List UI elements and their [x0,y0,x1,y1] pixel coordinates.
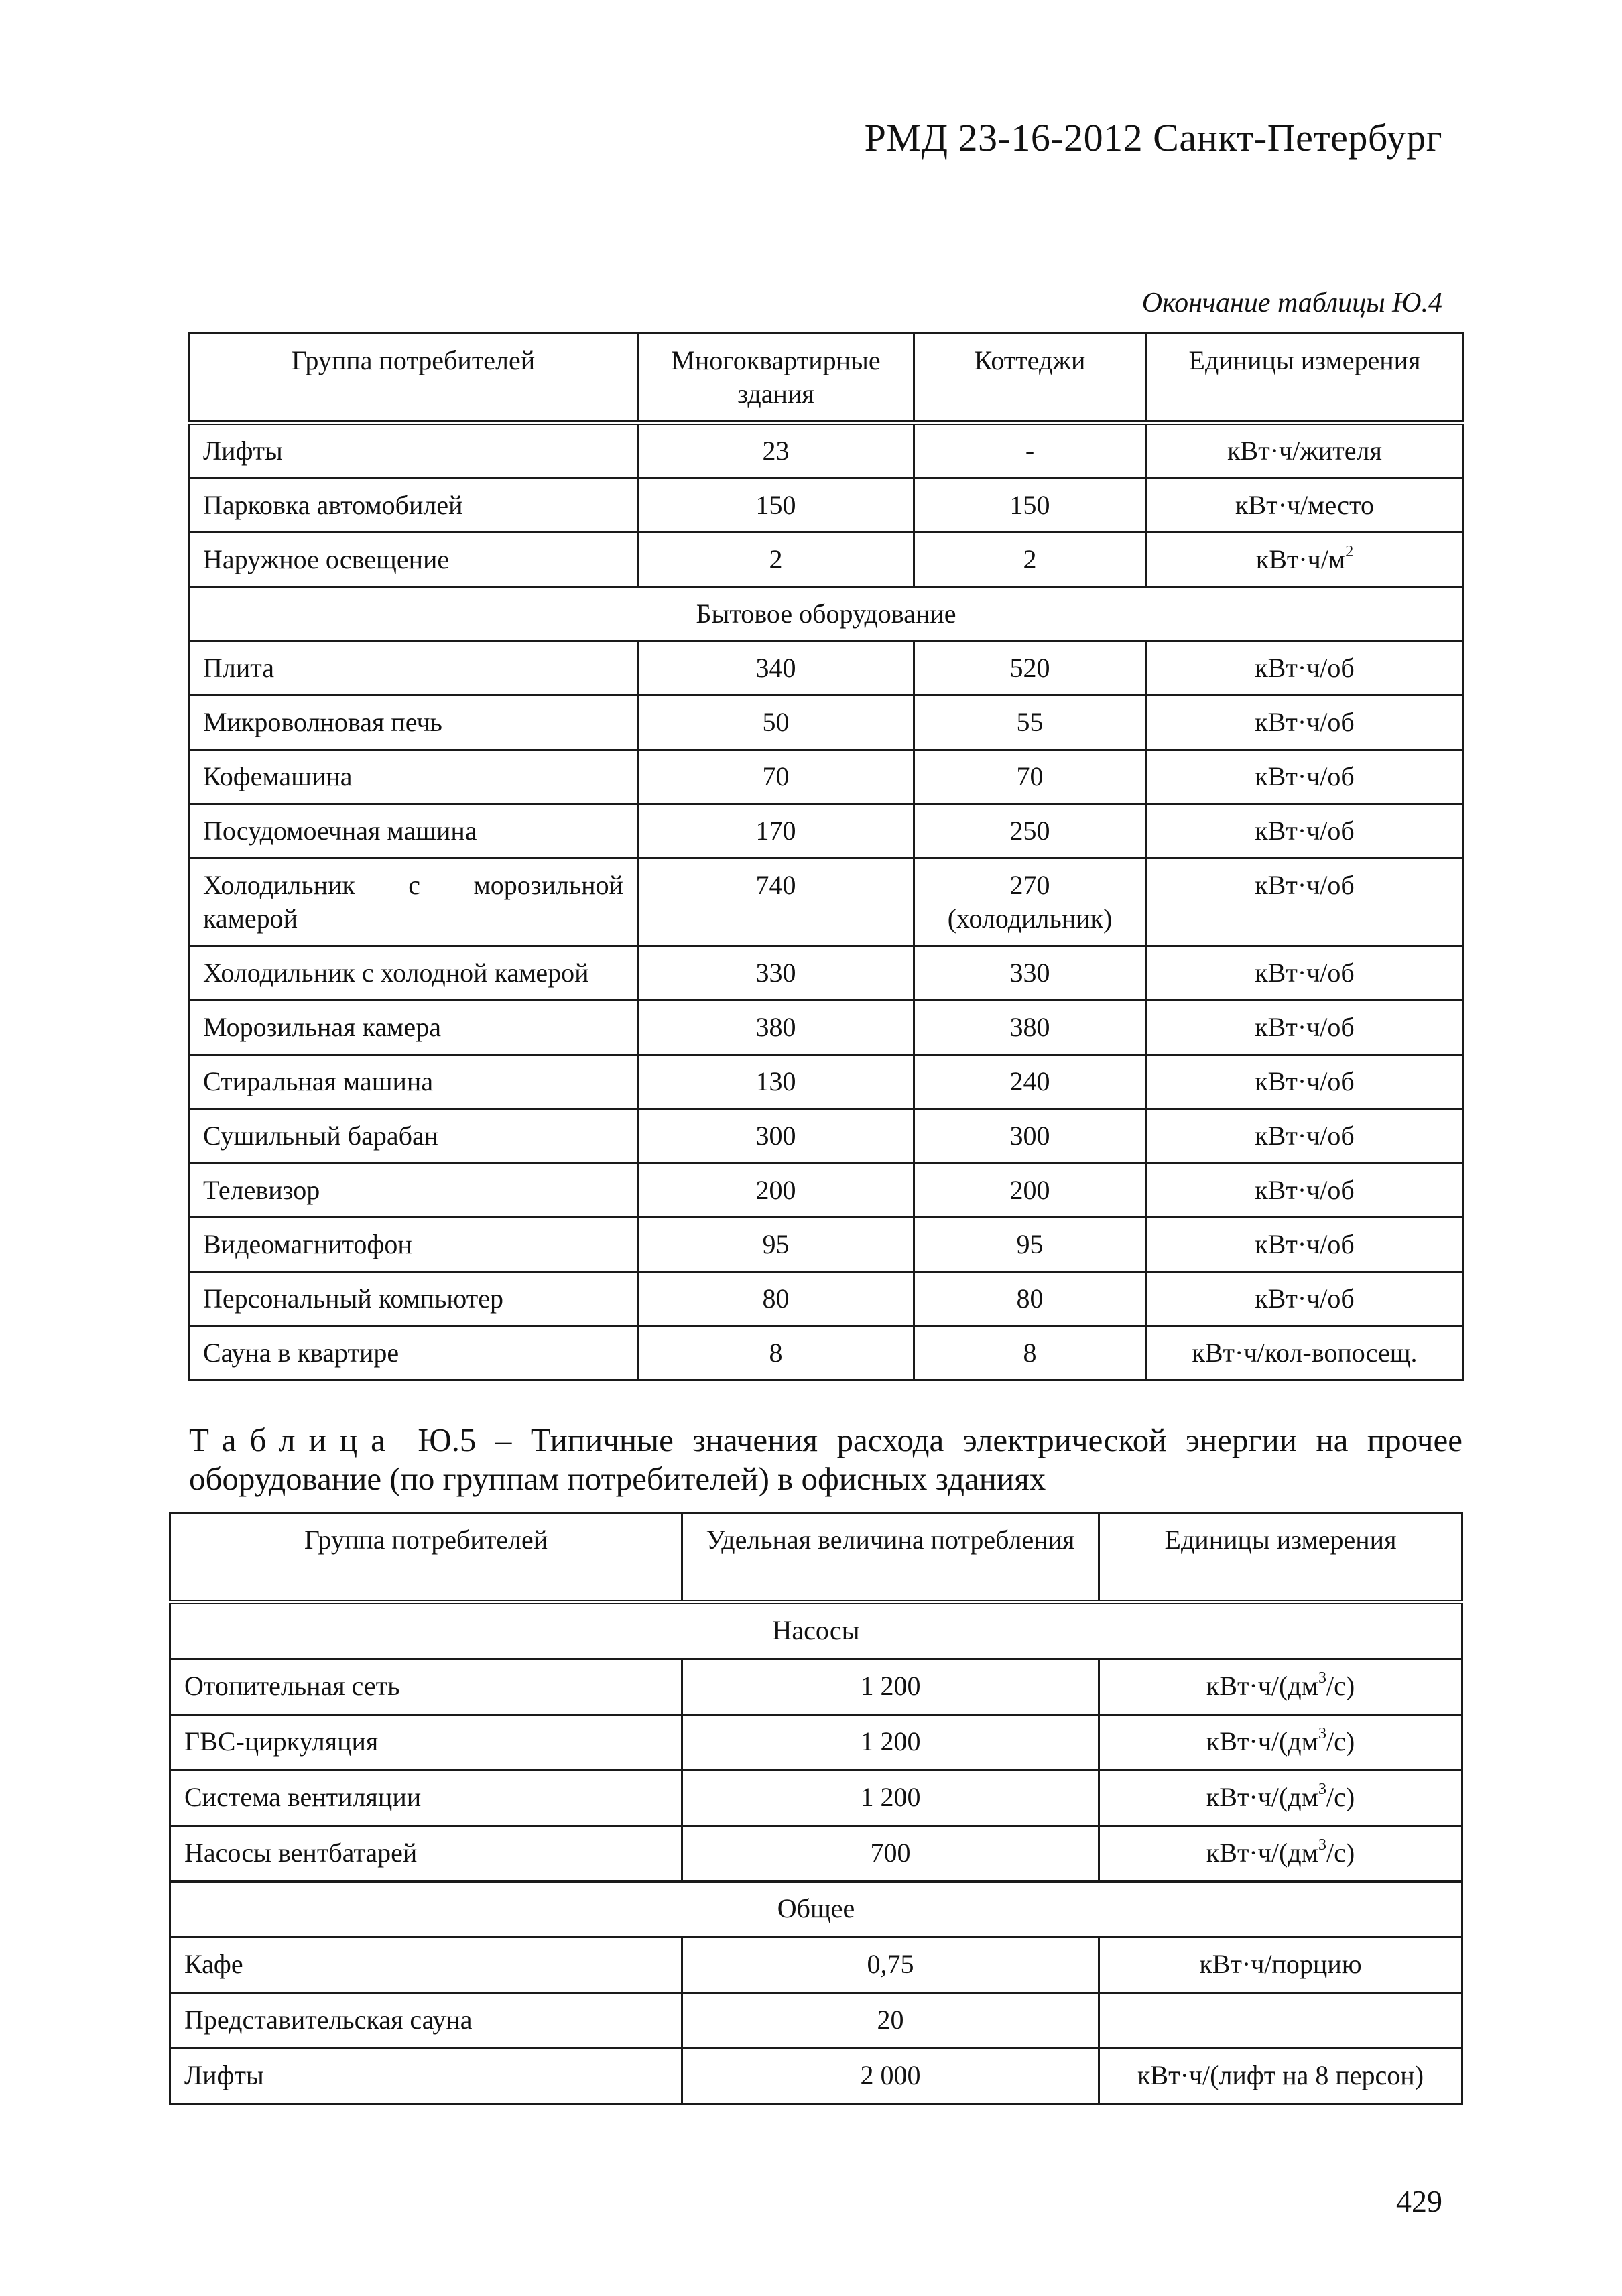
column-header: Группа потребителей [189,334,638,423]
cottage-value: 380 [914,1001,1146,1055]
consumer-name: Наружное освещение [189,533,638,587]
page-number: 429 [1396,2184,1442,2218]
apartment-value: 200 [638,1163,914,1218]
unit-superscript: 3 [1318,1724,1326,1742]
cottage-value: 80 [914,1272,1146,1326]
unit-text-tail: /с) [1326,1726,1355,1757]
table-yu5 [169,1512,1463,2105]
unit: кВт·ч/об [1146,1055,1464,1109]
table-row [189,1218,1464,1272]
cottage-value: - [914,423,1146,479]
unit-superscript: 3 [1318,1836,1326,1854]
cottage-value: 240 [914,1055,1146,1109]
consumption-value: 1 200 [682,1659,1099,1715]
cottage-value: 70 [914,750,1146,804]
consumer-name: Морозильная камера [189,1001,638,1055]
group-label: Насосы [170,1602,1462,1659]
apartment-value: 130 [638,1055,914,1109]
cottage-value [914,858,1146,946]
consumer-name: ГВС-циркуляция [170,1715,682,1771]
cottage-value-number: 270 [1009,870,1050,900]
unit: кВт·ч/кол-вопосещ. [1146,1326,1464,1381]
cottage-value: 250 [914,804,1146,858]
unit: кВт·ч/об [1146,858,1464,946]
caption-text: Ю.5 – Типичные значения расхода электрической энергии на прочее оборудование (по группам потребителей) в офисных зданиях [189,1421,1462,1497]
column-header: Группа потребителей [170,1513,682,1602]
unit: кВт·ч/об [1146,1272,1464,1326]
consumer-name: Кафе [170,1937,682,1993]
unit: кВт·ч/об [1146,1109,1464,1163]
table-row [189,533,1464,587]
unit: кВт·ч/об [1146,750,1464,804]
unit-text: кВт·ч/м [1255,544,1346,574]
consumer-name: Телевизор [189,1163,638,1218]
unit: кВт·ч/об [1146,1001,1464,1055]
apartment-value: 95 [638,1218,914,1272]
consumer-name: Система вентиляции [170,1771,682,1826]
unit-superscript: 3 [1318,1780,1326,1798]
consumer-name: Сауна в квартире [189,1326,638,1381]
table-row [189,696,1464,750]
unit: кВт·ч/об [1146,946,1464,1001]
consumption-value: 1 200 [682,1715,1099,1771]
table-row [189,1326,1464,1381]
unit: кВт·ч/(лифт на 8 персон) [1099,2049,1462,2104]
table-row [189,423,1464,479]
table-row [170,1993,1462,2049]
cottage-value: 300 [914,1109,1146,1163]
consumer-name: Холодильник с морозильной камерой [189,858,638,946]
table-row [189,804,1464,858]
table-row [189,858,1464,946]
unit [1099,1771,1462,1826]
table-row [189,1055,1464,1109]
consumer-name: Отопительная сеть [170,1659,682,1715]
table-row [170,1771,1462,1826]
cottage-value: 330 [914,946,1146,1001]
consumer-name: Представительская сауна [170,1993,682,2049]
table-row [189,479,1464,533]
table-row [170,1659,1462,1715]
unit [1146,533,1464,587]
apartment-value: 80 [638,1272,914,1326]
group-row [189,587,1464,641]
document-header: РМД 23-16-2012 Санкт-Петербург [864,116,1442,160]
consumer-name: Холодильник с холодной камерой [189,946,638,1001]
apartment-value: 2 [638,533,914,587]
consumer-name: Лифты [170,2049,682,2104]
group-label: Бытовое оборудование [189,587,1464,641]
unit [1099,1659,1462,1715]
unit-superscript: 2 [1345,542,1354,560]
consumption-value: 2 000 [682,2049,1099,2104]
column-header: Единицы измерения [1146,334,1464,423]
table-row [189,1109,1464,1163]
apartment-value: 8 [638,1326,914,1381]
unit-text: кВт·ч/(дм [1206,1782,1318,1812]
unit-text-tail: /с) [1326,1838,1355,1868]
table-row [189,1272,1464,1326]
consumer-name: Лифты [189,423,638,479]
unit: кВт·ч/об [1146,696,1464,750]
table-row [170,1826,1462,1882]
consumer-name: Видеомагнитофон [189,1218,638,1272]
group-label: Общее [170,1882,1462,1937]
table-header-row [189,334,1464,423]
table-row [189,1163,1464,1218]
table-header-row [170,1513,1462,1602]
unit: кВт·ч/место [1146,479,1464,533]
unit: кВт·ч/об [1146,641,1464,696]
consumer-name: Насосы вентбатарей [170,1826,682,1882]
cottage-value: 55 [914,696,1146,750]
cottage-value-note: (холодильник) [947,903,1113,934]
table-yu5-caption [189,1421,1462,1498]
cottage-value: 150 [914,479,1146,533]
group-row [170,1602,1462,1659]
table-row [170,1937,1462,1993]
consumer-name: Кофемашина [189,750,638,804]
table-row [170,2049,1462,2104]
unit-text: кВт·ч/(дм [1206,1838,1318,1868]
consumption-value: 1 200 [682,1771,1099,1826]
cottage-value: 8 [914,1326,1146,1381]
table-yu4-continuation [188,332,1464,1381]
apartment-value: 300 [638,1109,914,1163]
unit: кВт·ч/об [1146,1218,1464,1272]
unit: кВт·ч/порцию [1099,1937,1462,1993]
column-header: Многоквартирные здания [638,334,914,423]
table-row [189,750,1464,804]
apartment-value: 23 [638,423,914,479]
unit-text-tail: /с) [1326,1671,1355,1701]
apartment-value: 170 [638,804,914,858]
apartment-value: 740 [638,858,914,946]
unit [1099,1826,1462,1882]
unit-text: кВт·ч/(дм [1206,1726,1318,1757]
column-header: Единицы измерения [1099,1513,1462,1602]
cottage-value: 95 [914,1218,1146,1272]
cottage-value: 2 [914,533,1146,587]
column-header: Коттеджи [914,334,1146,423]
apartment-value: 380 [638,1001,914,1055]
cottage-value: 200 [914,1163,1146,1218]
table-row [170,1715,1462,1771]
consumer-name: Сушильный барабан [189,1109,638,1163]
consumer-name: Персональный компьютер [189,1272,638,1326]
apartment-value: 150 [638,479,914,533]
table-row [189,641,1464,696]
apartment-value: 330 [638,946,914,1001]
group-row [170,1882,1462,1937]
unit-text-tail: /с) [1326,1782,1355,1812]
caption-prefix: Таблица [189,1421,399,1458]
unit-text: кВт·ч/(дм [1206,1671,1318,1701]
cottage-value: 520 [914,641,1146,696]
unit: кВт·ч/об [1146,1163,1464,1218]
unit-superscript: 3 [1318,1669,1326,1687]
unit: кВт·ч/жителя [1146,423,1464,479]
apartment-value: 340 [638,641,914,696]
unit: кВт·ч/об [1146,804,1464,858]
table-row [189,946,1464,1001]
unit [1099,1715,1462,1771]
consumption-value: 700 [682,1826,1099,1882]
consumer-name: Плита [189,641,638,696]
consumer-name: Посудомоечная машина [189,804,638,858]
consumption-value: 20 [682,1993,1099,2049]
apartment-value: 50 [638,696,914,750]
consumer-name: Микроволновая печь [189,696,638,750]
consumption-value: 0,75 [682,1937,1099,1993]
column-header: Удельная величина потребления [682,1513,1099,1602]
consumer-name: Парковка автомобилей [189,479,638,533]
table-row [189,1001,1464,1055]
unit [1099,1993,1462,2049]
apartment-value: 70 [638,750,914,804]
table-continuation-label: Окончание таблицы Ю.4 [1141,288,1442,318]
consumer-name: Стиральная машина [189,1055,638,1109]
